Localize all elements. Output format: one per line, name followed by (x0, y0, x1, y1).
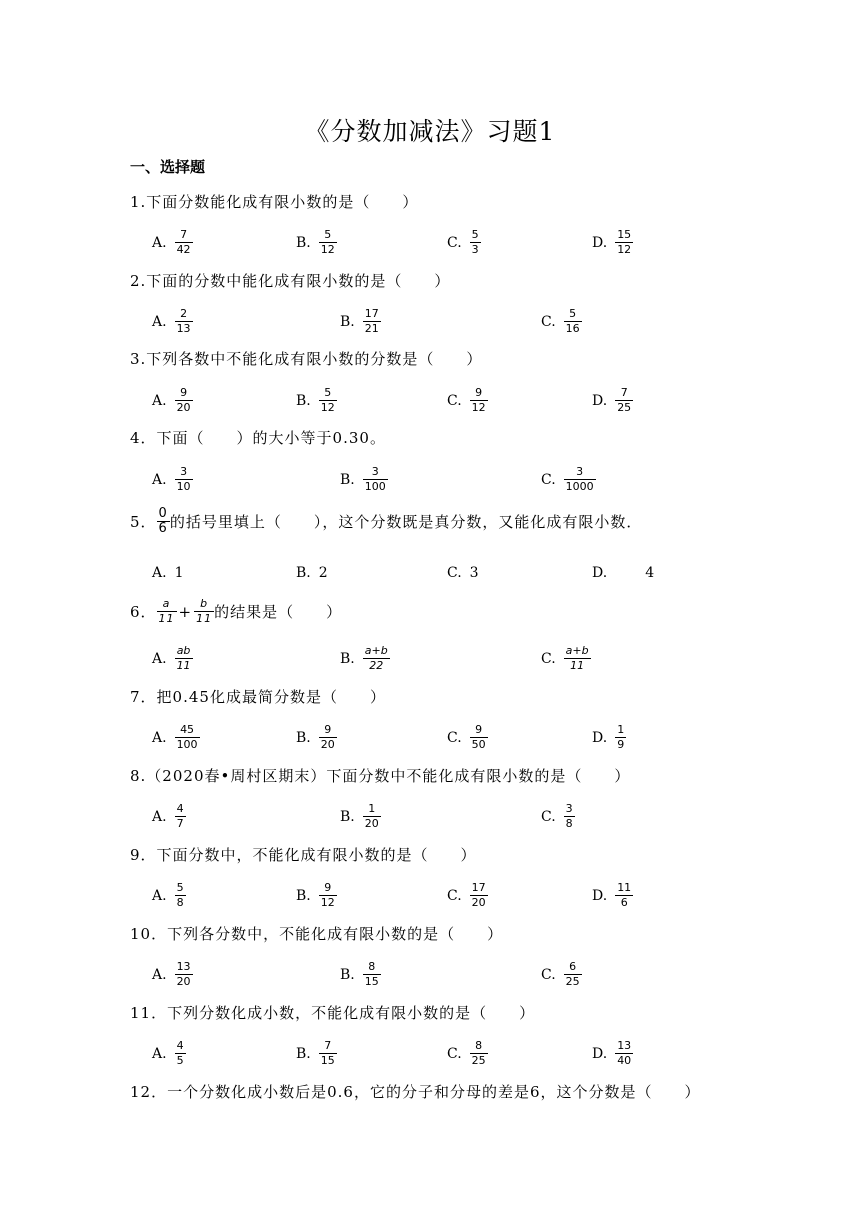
question-6-option-b[interactable] (340, 645, 390, 672)
section-heading: 一、选择题 (130, 158, 206, 176)
option-fraction: $\frac{9}{12}$ (320, 881, 335, 909)
question-9-text: 9．下面分数中，不能化成有限小数的是（ ） (130, 846, 477, 864)
option-fraction: $\frac{5}{8}$ (176, 881, 184, 909)
question-3-option-c[interactable] (447, 387, 488, 414)
option-letter: C. (541, 966, 556, 983)
option-fraction: $\frac{5}{16}$ (565, 307, 580, 335)
option-letter: B. (340, 471, 355, 488)
question-3-option-d[interactable] (592, 387, 633, 414)
question-7-option-a[interactable] (152, 724, 200, 751)
inline-fraction: $\frac{b}{11}$ (196, 597, 213, 625)
option-letter: B. (340, 808, 355, 825)
option-fraction: $\frac{4}{7}$ (176, 802, 184, 830)
option-fraction: $\frac{13}{40}$ (617, 1039, 632, 1067)
option-fraction: $\frac{9}{50}$ (471, 723, 486, 751)
option-fraction: $\frac{8}{25}$ (471, 1039, 486, 1067)
question-1-option-b[interactable] (296, 229, 337, 256)
option-letter: A. (152, 887, 167, 904)
option-letter: B. (296, 234, 311, 251)
option-letter: A. (152, 1045, 167, 1062)
option-fraction: $\frac{9}{20}$ (320, 723, 335, 751)
option-fraction: $\frac{3}{10}$ (176, 465, 191, 493)
question-11-option-c[interactable] (447, 1040, 488, 1067)
option-fraction: $\frac{3}{1000}$ (565, 465, 594, 493)
option-fraction: $\frac{9}{12}$ (471, 386, 486, 414)
question-1-option-c[interactable] (447, 229, 481, 256)
option-letter: D. (592, 887, 608, 904)
question-1-text: 1.下面分数能化成有限小数的是（ ） (130, 193, 419, 211)
question-10-option-a[interactable] (152, 961, 193, 988)
question-11-option-a[interactable] (152, 1040, 186, 1067)
question-7-option-c[interactable] (447, 724, 488, 751)
option-fraction: $\frac{5}{12}$ (320, 386, 335, 414)
option-letter: B. (296, 565, 311, 581)
question-5-option-b[interactable] (296, 565, 328, 581)
option-letter: D. (592, 565, 608, 581)
option-fraction: $\frac{11}{6}$ (617, 881, 632, 909)
option-letter: C. (447, 392, 462, 409)
question-body: 的结果是（ ） (214, 603, 343, 621)
option-letter: D. (592, 729, 608, 746)
option-letter: B. (296, 729, 311, 746)
inline-fraction: $\frac{0}{6}$ (158, 506, 168, 536)
option-letter: C. (541, 313, 556, 330)
question-10-option-c[interactable] (541, 961, 582, 988)
question-2-text: 2.下面的分数中能化成有限小数的是（ ） (130, 272, 451, 290)
question-4-option-c[interactable] (541, 466, 596, 493)
option-letter: A. (152, 650, 167, 667)
question-12-text: 12．一个分数化成小数后是0.6，它的分子和分母的差是6，这个分数是（ ） (130, 1083, 701, 1101)
option-letter: A. (152, 565, 167, 581)
question-4-option-b[interactable] (340, 466, 388, 493)
option-letter: D. (592, 1045, 608, 1062)
option-fraction: $\frac{3}{100}$ (364, 465, 386, 493)
option-fraction: $\frac{5}{12}$ (320, 228, 335, 256)
option-letter: C. (447, 729, 462, 746)
option-letter: B. (296, 887, 311, 904)
option-fraction: $\frac{13}{20}$ (176, 960, 191, 988)
option-letter: B. (296, 1045, 311, 1062)
option-value: 4 (645, 565, 655, 581)
question-3-option-b[interactable] (296, 387, 337, 414)
question-4-text: 4．下面（ ）的大小等于0.30。 (130, 429, 386, 447)
question-5-text (130, 508, 642, 535)
option-fraction: $\frac{4}{5}$ (176, 1039, 184, 1067)
question-2-option-a[interactable] (152, 308, 193, 335)
question-5-option-d[interactable] (592, 565, 654, 581)
option-fraction: $\frac{6}{25}$ (565, 960, 580, 988)
question-body: 的括号里填上（ ），这个分数既是真分数，又能化成有限小数． (169, 513, 643, 531)
page-title: 《分数加减法》习题1 (304, 117, 556, 146)
option-fraction: $\frac{17}{20}$ (471, 881, 486, 909)
question-number: 5． (130, 513, 157, 531)
question-8-text: 8.（2020春•周村区期末）下面分数中不能化成有限小数的是（ ） (130, 767, 631, 785)
option-letter: C. (541, 650, 556, 667)
question-9-option-d[interactable] (592, 882, 633, 909)
question-11-option-b[interactable] (296, 1040, 337, 1067)
option-fraction: $\frac{8}{15}$ (364, 960, 379, 988)
option-fraction: $\frac{15}{12}$ (617, 228, 632, 256)
question-7-text: 7．把0.45化成最简分数是（ ） (130, 688, 386, 706)
option-letter: C. (447, 1045, 462, 1062)
question-1-option-d[interactable] (592, 229, 633, 256)
option-fraction: $\frac{7}{42}$ (176, 228, 191, 256)
option-fraction: $\frac{17}{21}$ (364, 307, 379, 335)
option-letter: D. (592, 392, 608, 409)
option-letter: A. (152, 234, 167, 251)
option-fraction: $\frac{2}{13}$ (176, 307, 191, 335)
option-letter: D. (592, 234, 608, 251)
option-value: 1 (174, 565, 184, 581)
question-6-option-c[interactable] (541, 645, 591, 672)
question-11-text: 11．下列分数化成小数，不能化成有限小数的是（ ） (130, 1004, 536, 1022)
option-fraction: $\frac{9}{20}$ (176, 386, 191, 414)
option-fraction: $\frac{7}{25}$ (617, 386, 632, 414)
option-letter: B. (340, 966, 355, 983)
option-fraction: $\frac{ab}{11}$ (176, 644, 191, 672)
option-value: 3 (469, 565, 479, 581)
option-fraction: $\frac{1}{9}$ (617, 723, 625, 751)
question-3-option-a[interactable] (152, 387, 193, 414)
question-9-option-b[interactable] (296, 882, 337, 909)
question-11-option-d[interactable] (592, 1040, 633, 1067)
option-fraction: $\frac{45}{100}$ (176, 723, 198, 751)
option-letter: A. (152, 313, 167, 330)
question-9-option-c[interactable] (447, 882, 488, 909)
option-letter: B. (296, 392, 311, 409)
option-letter: B. (340, 313, 355, 330)
option-letter: C. (447, 565, 462, 581)
option-fraction: $\frac{7}{15}$ (320, 1039, 335, 1067)
question-9-option-a[interactable] (152, 882, 186, 909)
option-letter: A. (152, 966, 167, 983)
question-10-option-b[interactable] (340, 961, 381, 988)
question-7-option-d[interactable] (592, 724, 626, 751)
option-value: 2 (318, 565, 328, 581)
option-letter: C. (541, 808, 556, 825)
option-letter: A. (152, 808, 167, 825)
option-fraction: $\frac{1}{20}$ (364, 802, 379, 830)
question-5-option-a[interactable] (152, 565, 183, 581)
plus-sign: + (178, 602, 193, 621)
option-letter: C. (447, 887, 462, 904)
option-letter: A. (152, 392, 167, 409)
option-fraction: $\frac{a+b}{22}$ (364, 644, 388, 672)
question-4-option-a[interactable] (152, 466, 193, 493)
question-8-option-c[interactable] (541, 803, 575, 830)
option-fraction: $\frac{3}{8}$ (565, 802, 573, 830)
question-2-option-b[interactable] (340, 308, 381, 335)
question-2-option-c[interactable] (541, 308, 582, 335)
question-number: 6． (130, 603, 157, 621)
inline-fraction: $\frac{a}{11}$ (158, 597, 175, 625)
question-6-option-a[interactable] (152, 645, 193, 672)
option-letter: A. (152, 471, 167, 488)
option-letter: B. (340, 650, 355, 667)
option-fraction: $\frac{a+b}{11}$ (565, 644, 589, 672)
option-letter: A. (152, 729, 167, 746)
question-1-option-a[interactable] (152, 229, 193, 256)
question-6-text (130, 598, 342, 625)
option-letter: C. (541, 471, 556, 488)
option-letter: C. (447, 234, 462, 251)
question-3-text: 3.下列各数中不能化成有限小数的分数是（ ） (130, 350, 483, 368)
question-10-text: 10．下列各分数中，不能化成有限小数的是（ ） (130, 925, 504, 943)
question-7-option-b[interactable] (296, 724, 337, 751)
question-8-option-b[interactable] (340, 803, 381, 830)
question-5-option-c[interactable] (447, 565, 479, 581)
question-8-option-a[interactable] (152, 803, 186, 830)
option-fraction: $\frac{5}{3}$ (471, 228, 479, 256)
